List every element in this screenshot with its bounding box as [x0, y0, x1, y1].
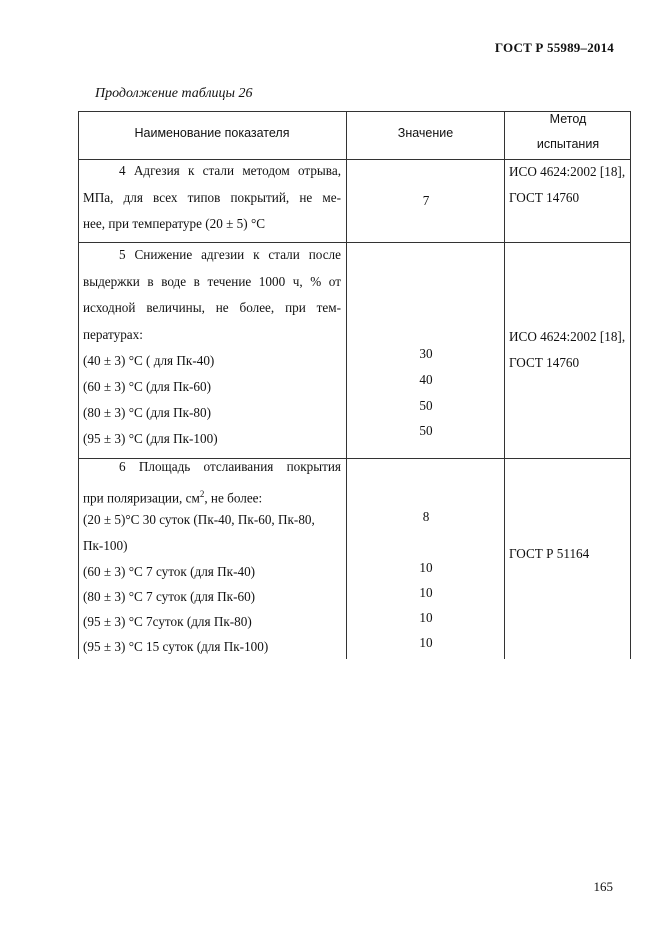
- row5-sub-value: 50: [419, 398, 433, 413]
- row5-sub-value: 40: [419, 372, 433, 387]
- row6-name: [83, 454, 341, 659]
- row4-name-line: нее, при температуре (20 ± 5) °С: [83, 216, 266, 231]
- row5-sub-label: (40 ± 3) °С ( для Пк-40): [83, 353, 215, 368]
- table-right-border: [630, 111, 631, 659]
- row6-sub-value: 10: [419, 585, 433, 600]
- row6-sub-label: (20 ± 5)°С 30 суток (Пк-40, Пк-60, Пк-80,: [83, 511, 315, 527]
- column-header-method-line2: испытания: [536, 137, 600, 151]
- row5-name-line: исходной величины, не более, при тем-: [83, 300, 341, 315]
- row5-method: [509, 324, 625, 376]
- row6-sub-value: 8: [422, 509, 430, 524]
- row5-sub-label: (80 ± 3) °С (для Пк-80): [83, 405, 212, 420]
- row5-name: [83, 242, 341, 452]
- row5-name-line: выдержки в воде в течение 1000 ч, % от: [83, 273, 341, 289]
- row4-name-line: МПа, для всех типов покрытий, не ме-: [83, 189, 341, 205]
- row6-method-line: ГОСТ Р 51164: [509, 546, 590, 561]
- row6-sub-value: 10: [419, 610, 433, 625]
- row5-name-line: пературах:: [83, 326, 143, 342]
- row6-sub-label: Пк-100): [83, 537, 128, 553]
- table-left-border: [78, 111, 79, 659]
- superscript-two: 2: [199, 488, 205, 499]
- row6-sub-label: (80 ± 3) °С 7 суток (для Пк-60): [83, 588, 256, 604]
- row6-name-line: , не более:: [204, 489, 263, 505]
- row6-name-line: при поляризации, см: [83, 489, 200, 505]
- row5-method-line: ГОСТ 14760: [509, 355, 580, 370]
- row6-sub-label: (95 ± 3) °С 7суток (для Пк-80): [83, 613, 252, 629]
- table-caption: Продолжение таблицы 26: [95, 86, 253, 101]
- row4-method: [509, 159, 625, 211]
- row6-sub-value: 10: [419, 635, 433, 650]
- row5-sub-value: 50: [419, 423, 433, 438]
- column-header-method-line1: Метод: [549, 112, 587, 126]
- row6-sub-label: (95 ± 3) °С 15 суток (для Пк-100): [83, 638, 269, 654]
- row4-name-line: 4 Адгезия к стали методом отрыва,: [119, 163, 341, 178]
- row6-method: [509, 541, 589, 567]
- row5-method-line: ИСО 4624:2002 [18],: [509, 329, 626, 344]
- row6-sub-value: 10: [419, 560, 433, 575]
- row5-sub-label: (60 ± 3) °С (для Пк-60): [83, 379, 212, 394]
- row6-name-line: 6 Площадь отслаивания покрытия: [119, 459, 341, 474]
- row4-method-line: ГОСТ 14760: [509, 190, 580, 205]
- row6-sub-label: (60 ± 3) °С 7 суток (для Пк-40): [83, 563, 256, 579]
- row4-value: 7: [422, 193, 430, 208]
- row4-method-line: ИСО 4624:2002 [18],: [509, 164, 626, 179]
- column-header-value: Значение: [397, 126, 454, 140]
- row5-sub-label: (95 ± 3) °С (для Пк-100): [83, 431, 218, 446]
- column-header-name: Наименование показателя: [134, 126, 290, 140]
- page-number: 165: [593, 879, 613, 894]
- row4-name: [83, 158, 341, 238]
- document-id: ГОСТ Р 55989–2014: [494, 40, 614, 55]
- row5-sub-value: 30: [419, 346, 433, 361]
- row5-name-line: 5 Снижение адгезии к стали после: [119, 247, 341, 262]
